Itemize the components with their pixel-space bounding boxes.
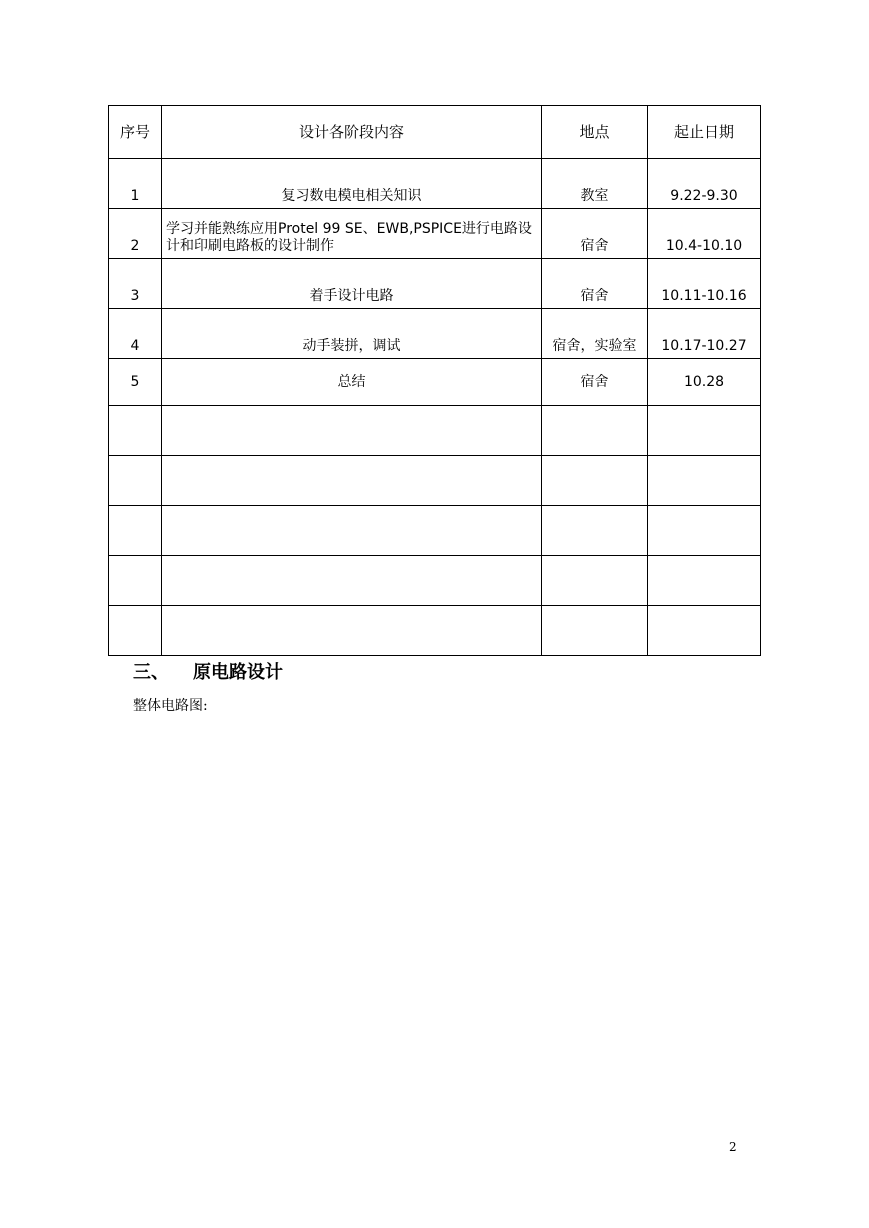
cell-date	[648, 606, 761, 656]
section-heading	[133, 658, 283, 684]
cell-no	[109, 406, 162, 456]
section-title: 原电路设计	[193, 662, 283, 683]
header-date: 起止日期	[648, 106, 761, 159]
cell-date	[648, 506, 761, 556]
cell-date: 10.11-10.16	[648, 259, 761, 309]
cell-date: 9.22-9.30	[648, 159, 761, 209]
cell-content: 着手设计电路	[162, 259, 542, 309]
cell-no	[109, 606, 162, 656]
cell-content	[162, 506, 542, 556]
cell-date: 10.4-10.10	[648, 209, 761, 259]
cell-date	[648, 456, 761, 506]
table-row	[109, 209, 761, 259]
table-row	[109, 309, 761, 359]
table-row	[109, 359, 761, 406]
schedule-table	[108, 105, 761, 656]
cell-place: 宿舍，实验室	[542, 309, 648, 359]
cell-content: 复习数电模电相关知识	[162, 159, 542, 209]
cell-place	[542, 506, 648, 556]
cell-no: 2	[109, 209, 162, 259]
table-row	[109, 406, 761, 456]
cell-content	[162, 406, 542, 456]
section-number: 三、	[133, 662, 169, 683]
header-no: 序号	[109, 106, 162, 159]
cell-no	[109, 556, 162, 606]
cell-date: 10.28	[648, 359, 761, 406]
table-row	[109, 159, 761, 209]
cell-content: 总结	[162, 359, 542, 406]
table-row	[109, 506, 761, 556]
cell-place	[542, 456, 648, 506]
cell-content: 动手装拼，调试	[162, 309, 542, 359]
cell-content	[162, 456, 542, 506]
cell-place	[542, 556, 648, 606]
cell-no: 1	[109, 159, 162, 209]
cell-place	[542, 606, 648, 656]
page-number: 2	[729, 1140, 737, 1154]
cell-place	[542, 406, 648, 456]
table-header-row	[109, 106, 761, 159]
cell-no: 4	[109, 309, 162, 359]
table-row	[109, 556, 761, 606]
table-row	[109, 456, 761, 506]
cell-place: 教室	[542, 159, 648, 209]
table-row	[109, 259, 761, 309]
cell-no	[109, 456, 162, 506]
table-row	[109, 606, 761, 656]
circuit-diagram-label: 整体电路图:	[133, 698, 208, 714]
cell-date	[648, 406, 761, 456]
cell-place: 宿舍	[542, 359, 648, 406]
header-place: 地点	[542, 106, 648, 159]
cell-date: 10.17-10.27	[648, 309, 761, 359]
cell-no: 3	[109, 259, 162, 309]
cell-place: 宿舍	[542, 209, 648, 259]
cell-content	[162, 556, 542, 606]
header-content: 设计各阶段内容	[162, 106, 542, 159]
cell-no	[109, 506, 162, 556]
cell-place: 宿舍	[542, 259, 648, 309]
cell-no: 5	[109, 359, 162, 406]
cell-content: 学习并能熟练应用Protel 99 SE、EWB,PSPICE进行电路设计和印刷电路板的设计制作	[162, 209, 542, 259]
cell-content	[162, 606, 542, 656]
cell-date	[648, 556, 761, 606]
